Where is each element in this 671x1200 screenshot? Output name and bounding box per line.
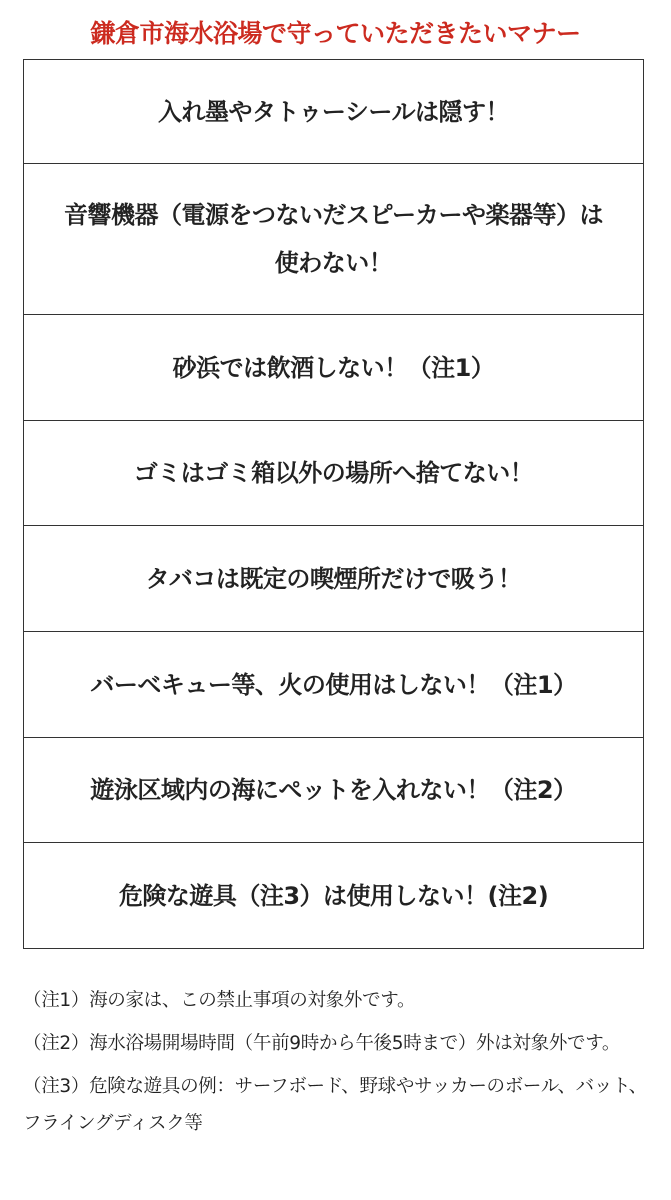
rule-text: 遊泳区域内の海にペットを入れない！（注2）	[24, 738, 644, 843]
footnote: （注2）海水浴場開場時間（午前9時から午後5時まで）外は対象外です。	[23, 1033, 621, 1054]
rule-text: 砂浜では飲酒しない！（注1）	[24, 315, 644, 421]
table-row	[24, 421, 644, 526]
table-row	[24, 60, 644, 164]
footnote: （注1）海の家は、この禁止事項の対象外です。	[23, 990, 416, 1011]
table-row	[24, 315, 644, 421]
table-row	[24, 843, 644, 949]
rule-text: 入れ墨やタトゥーシールは隠す！	[24, 60, 644, 164]
rule-text: タバコは既定の喫煙所だけで吸う！	[24, 526, 644, 632]
table-row	[24, 632, 644, 738]
page-title: 鎌倉市海水浴場で守っていただきたいマナー	[90, 19, 581, 48]
rule-text: ゴミはゴミ箱以外の場所へ捨てない！	[24, 421, 644, 526]
table-row	[24, 738, 644, 843]
rule-text: 音響機器（電源をつないだスピーカーや楽器等）は使わない！	[24, 164, 644, 315]
table-row	[24, 526, 644, 632]
rule-text: 危険な遊具（注3）は使用しない！(注2)	[24, 843, 644, 949]
manners-table	[23, 59, 644, 949]
footnotes	[23, 982, 649, 1142]
rule-text: バーベキュー等、火の使用はしない！（注1）	[24, 632, 644, 738]
table-row	[24, 164, 644, 315]
footnote: （注3）危険な遊具の例：サーフボード、野球やサッカーのボール、バット、フライングディスク等	[23, 1076, 647, 1134]
